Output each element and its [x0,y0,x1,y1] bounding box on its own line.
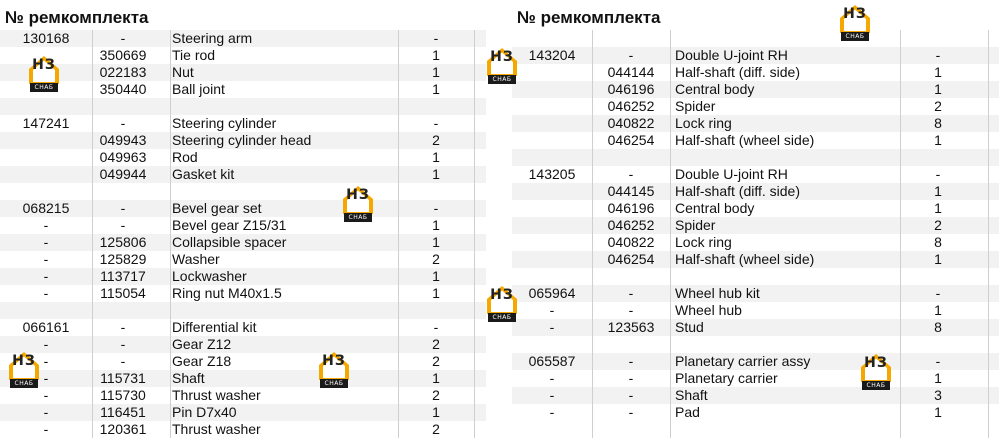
part-number-cell [92,302,154,319]
quantity-cell: 3 [934,387,942,403]
logo-text: НЗ [843,6,867,22]
table-row [512,132,999,149]
logo-text: НЗ [32,57,56,73]
kit-number-cell [512,115,592,132]
kit-number-cell [512,64,592,81]
table-row [512,234,999,251]
column-divider [900,30,901,438]
quantity-cell [900,30,976,47]
quantity-cell: 1 [432,285,440,301]
quantity-cell [900,268,976,285]
part-name-cell: Central body [675,200,755,216]
quantity-cell: 1 [432,64,440,80]
quantity-cell: 1 [432,404,440,420]
nz-snab-logo-watermark [837,3,873,43]
quantity-cell: 1 [934,64,942,80]
part-name-cell: Wheel hub [675,302,742,318]
part-number-cell: 116451 [100,404,146,420]
part-name-cell [172,302,398,319]
quantity-cell: - [433,319,439,335]
part-number-cell: 125829 [99,251,147,267]
table-row [512,387,999,404]
column-divider [170,30,171,438]
kit-number-cell: - [43,268,49,284]
quantity-cell: - [935,47,941,63]
kit-number-cell: - [549,404,555,420]
table-row [0,302,486,319]
part-name-cell: Steering arm [172,30,253,46]
kit-number-cell [512,149,592,166]
part-number-cell: 350440 [99,81,147,97]
kit-number-cell: - [43,353,49,369]
left-table-rows [0,30,486,438]
part-name-cell: Washer [172,251,220,267]
part-number-cell: 049943 [99,132,147,148]
left-table-title: № ремкомплекта [5,8,149,27]
quantity-cell [398,183,474,200]
part-name-cell: Planetary carrier [675,370,778,386]
part-name-cell [172,98,398,115]
quantity-cell: - [935,285,941,301]
part-number-cell: 040822 [607,115,655,131]
table-row [0,234,486,251]
quantity-cell: 2 [934,217,942,233]
part-number-cell: 120361 [99,421,147,437]
column-divider [988,30,989,438]
part-name-cell: Half-shaft (wheel side) [675,251,815,267]
kit-number-cell: 143204 [528,47,576,63]
kit-number-cell: 065964 [528,285,576,301]
quantity-cell [900,149,976,166]
logo-text: НЗ [864,355,888,371]
quantity-cell: 2 [432,387,440,403]
kit-number-cell [512,81,592,98]
part-number-cell: 046252 [607,217,655,233]
part-number-cell: - [120,319,126,335]
kit-number-cell: - [43,387,49,403]
table-row [0,319,486,336]
quantity-cell: - [433,30,439,46]
quantity-cell: 1 [934,370,942,386]
column-divider [398,30,399,438]
quantity-cell: 1 [432,370,440,386]
table-row [512,217,999,234]
part-name-cell: Half-shaft (diff. side) [675,183,801,199]
part-name-cell: Shaft [172,370,205,386]
part-name-cell: Gear Z12 [172,336,232,352]
part-number-cell: 044145 [607,183,655,199]
kit-number-cell: - [43,336,49,352]
part-name-cell: Bevel gear set [172,200,262,216]
kit-number-cell [0,132,92,149]
part-number-cell: - [120,200,126,216]
nz-snab-logo-watermark [316,350,352,390]
kit-number-cell: - [549,302,555,318]
part-number-cell: 125806 [99,234,147,250]
quantity-cell [398,302,474,319]
table-row [0,30,486,47]
part-name-cell: Double U-joint RH [675,166,788,182]
part-name-cell: Tie rod [172,47,216,63]
kit-number-cell [512,30,592,47]
part-name-cell [675,149,903,166]
part-name-cell: Wheel hub kit [675,285,760,301]
kit-number-cell [512,251,592,268]
kit-number-cell [512,183,592,200]
part-name-cell: Steering cylinder head [172,132,312,148]
table-row [0,98,486,115]
part-name-cell: Shaft [675,387,708,403]
nz-snab-logo-watermark [6,350,42,390]
column-divider [592,30,593,438]
kit-number-cell [0,98,92,115]
part-name-cell: Nut [172,64,194,80]
table-row [0,336,486,353]
table-row [0,64,486,81]
part-number-cell: - [628,404,634,420]
part-number-cell: - [628,387,634,403]
kit-number-cell: - [43,421,49,437]
part-number-cell: 046196 [607,200,655,216]
quantity-cell: 8 [934,234,942,250]
table-row [512,285,999,302]
logo-text: НЗ [12,353,36,369]
quantity-cell: 8 [934,115,942,131]
kit-number-cell: - [43,217,49,233]
part-name-cell: Lock ring [675,115,732,131]
kit-number-cell [512,132,592,149]
quantity-cell: 1 [934,200,942,216]
table-row [0,115,486,132]
part-name-cell: Stud [675,319,704,335]
table-row [512,47,999,64]
quantity-cell: 1 [934,183,942,199]
table-row [512,98,999,115]
part-number-cell: - [628,285,634,301]
logo-text: НЗ [346,187,370,203]
kit-number-cell: - [549,370,555,386]
part-number-cell: - [120,353,126,369]
part-number-cell [592,268,670,285]
part-number-cell: - [120,217,126,233]
part-number-cell: - [628,47,634,63]
part-name-cell: Collapsible spacer [172,234,287,250]
part-number-cell: - [120,115,126,131]
table-row [512,183,999,200]
logo-subtext: СНАБ [862,381,890,390]
kit-number-cell [512,268,592,285]
part-name-cell: Half-shaft (wheel side) [675,132,815,148]
table-row [0,217,486,234]
quantity-cell: 1 [432,268,440,284]
logo-subtext: СНАБ [30,83,58,92]
table-row [0,183,486,200]
logo-text: НЗ [490,287,514,303]
kit-number-cell [0,302,92,319]
quantity-cell: 8 [934,319,942,335]
quantity-cell: 1 [432,166,440,182]
table-row [512,200,999,217]
part-name-cell: Ball joint [172,81,225,97]
quantity-cell: 1 [934,81,942,97]
part-number-cell: - [628,370,634,386]
kit-number-cell [512,200,592,217]
logo-subtext: СНАБ [841,32,869,41]
part-name-cell: Differential kit [172,319,257,335]
part-number-cell: - [628,302,634,318]
table-row [0,166,486,183]
part-number-cell: 123563 [607,319,655,335]
kit-number-cell: 147241 [22,115,70,131]
table-row [0,353,486,370]
quantity-cell: 1 [432,149,440,165]
table-row [512,353,999,370]
part-name-cell: Lock ring [675,234,732,250]
quantity-cell [900,336,976,353]
part-name-cell: Central body [675,81,755,97]
kit-number-cell: - [43,285,49,301]
table-row [0,149,486,166]
logo-text: НЗ [322,353,346,369]
kit-number-cell: - [549,319,555,335]
kit-number-cell: - [43,251,49,267]
part-name-cell: Gear Z18 [172,353,232,369]
column-divider [474,30,475,438]
part-number-cell: 046196 [607,81,655,97]
kit-number-cell [0,183,92,200]
table-row [512,268,999,285]
kit-number-cell [0,166,92,183]
quantity-cell [398,98,474,115]
part-number-cell: - [120,336,126,352]
kit-number-cell [512,217,592,234]
part-number-cell: 115730 [100,387,146,403]
quantity-cell: 1 [432,234,440,250]
part-number-cell: - [628,353,634,369]
nz-snab-logo-watermark [340,184,376,224]
logo-subtext: СНАБ [344,213,372,222]
table-row [512,404,999,421]
part-number-cell: 115054 [100,285,146,301]
logo-subtext: СНАБ [488,75,516,84]
table-row [0,251,486,268]
part-number-cell: 049963 [99,149,147,165]
table-row [512,336,999,353]
part-name-cell: Pin D7x40 [172,404,237,420]
quantity-cell: 1 [432,217,440,233]
part-name-cell: Lockwasher [172,268,247,284]
quantity-cell: 2 [432,132,440,148]
kit-number-cell: 143205 [528,166,576,182]
kit-number-cell: 068215 [22,200,70,216]
nz-snab-logo-watermark [858,352,894,392]
quantity-cell: 2 [432,251,440,267]
quantity-cell: 2 [432,336,440,352]
table-row [0,285,486,302]
quantity-cell: 1 [934,404,942,420]
kit-number-cell [512,336,592,353]
table-row [512,302,999,319]
table-row [512,166,999,183]
quantity-cell: 1 [432,81,440,97]
column-divider [92,30,93,438]
part-name-cell: Spider [675,217,716,233]
table-row [512,64,999,81]
logo-subtext: СНАБ [10,379,38,388]
part-number-cell [92,183,154,200]
part-number-cell: 040822 [607,234,655,250]
table-row [512,115,999,132]
part-number-cell: 350669 [99,47,147,63]
table-row [512,370,999,387]
table-row [512,149,999,166]
part-name-cell: Pad [675,404,700,420]
quantity-cell: 1 [432,47,440,63]
part-number-cell [592,149,670,166]
kit-number-cell [0,149,92,166]
kit-number-cell: - [549,387,555,403]
table-row [512,81,999,98]
quantity-cell: 1 [934,251,942,267]
part-number-cell: - [120,30,126,46]
part-number-cell: 049944 [99,166,147,182]
quantity-cell: - [433,200,439,216]
quantity-cell: 2 [432,353,440,369]
table-row [512,251,999,268]
table-row [0,47,486,64]
logo-subtext: СНАБ [488,313,516,322]
table-row [0,200,486,217]
table-row [0,81,486,98]
part-name-cell: Rod [172,149,198,165]
part-number-cell: 022183 [99,64,147,80]
part-number-cell [92,98,154,115]
kit-number-cell: 130168 [22,30,70,46]
table-row [512,319,999,336]
part-name-cell: Steering cylinder [172,115,277,131]
quantity-cell: - [935,166,941,182]
table-row [0,132,486,149]
table-row [0,404,486,421]
quantity-cell: 1 [934,132,942,148]
kit-number-cell [512,234,592,251]
part-number-cell: 113717 [100,268,146,284]
part-name-cell: Spider [675,98,716,114]
kit-number-cell: - [43,404,49,420]
right-table-rows [512,30,999,421]
part-name-cell: Half-shaft (diff. side) [675,64,801,80]
table-row [0,387,486,404]
table-row [0,421,486,438]
column-divider [670,30,671,438]
part-name-cell: Ring nut M40x1.5 [172,285,282,301]
part-name-cell: Gasket kit [172,166,235,182]
nz-snab-logo-watermark [484,284,520,324]
quantity-cell: 2 [432,421,440,437]
quantity-cell: 1 [934,302,942,318]
part-name-cell: Bevel gear Z15/31 [172,217,287,233]
kit-number-cell: 065587 [528,353,576,369]
part-number-cell [592,30,670,47]
part-number-cell: 044144 [607,64,655,80]
kit-number-cell: - [43,234,49,250]
quantity-cell: - [433,115,439,131]
table-row [512,30,999,47]
part-number-cell: 046254 [607,251,655,267]
right-table-title: № ремкомплекта [517,8,661,27]
kit-number-cell [512,98,592,115]
table-row [0,370,486,387]
logo-text: НЗ [490,49,514,65]
kit-number-cell: 066161 [22,319,70,335]
part-number-cell: 046254 [607,132,655,148]
part-name-cell [675,336,903,353]
nz-snab-logo-watermark [26,54,62,94]
part-number-cell [592,336,670,353]
part-name-cell: Thrust washer [172,387,261,403]
part-name-cell [675,268,903,285]
logo-subtext: СНАБ [320,379,348,388]
quantity-cell: - [935,353,941,369]
part-name-cell: Thrust washer [172,421,261,437]
quantity-cell: 2 [934,98,942,114]
part-number-cell: - [628,166,634,182]
part-name-cell: Planetary carrier assy [675,353,811,369]
part-name-cell: Double U-joint RH [675,47,788,63]
kit-number-cell: - [43,370,49,386]
nz-snab-logo-watermark [484,46,520,86]
part-number-cell: 046252 [607,98,655,114]
part-number-cell: 115731 [100,370,146,386]
table-row [0,268,486,285]
